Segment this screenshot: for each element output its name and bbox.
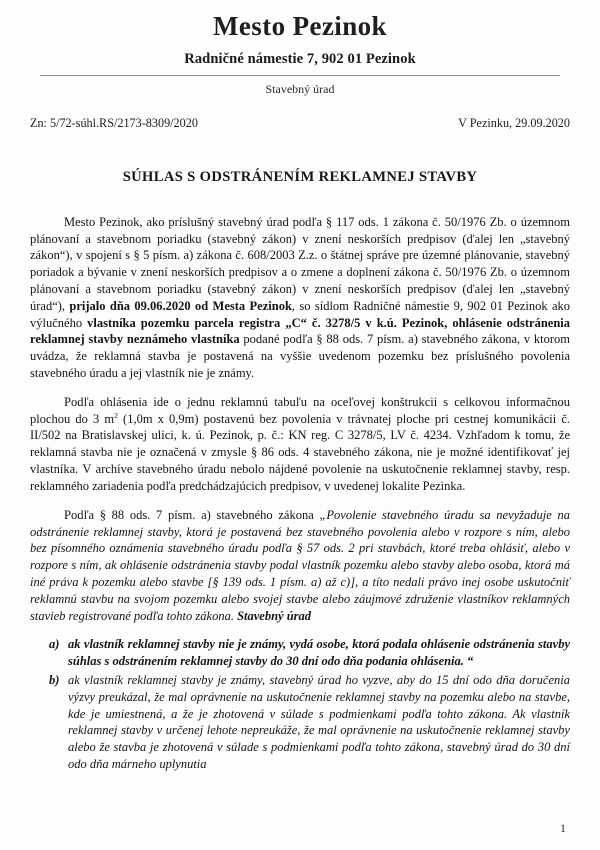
reference-line (30, 116, 570, 131)
paragraph-3-quote: „Povolenie stavebného úradu sa nevyžaduje na odstránenie reklamnej stavby, ktorá je postavená bez stavebného povolenia alebo v rozpore s ním, alebo bez písomného oznámenia stavebného úradu podľa § 57 ods. 2 pri stavbách, ktoré treba ohlásiť, alebo v rozpore s ním, ak ohlásenie odstránenia stavby podal vlastník pozemku alebo stavby alebo osoba, ktorá má iné práva k pozemku alebo stavbe [§ 139 ods. 1 písm. a) až c)], a títo nedali právo inej osobe uskutočniť reklamnú stavbu na svojom pozemku alebo svojej stavbe alebo záujmové združenie vlastníkov reklamných stavieb registrované podľa tohto zákona. (30, 507, 570, 623)
paragraph-3 (30, 507, 570, 625)
header-divider (40, 75, 560, 76)
organization-address: Radničné námestie 7, 902 01 Pezinok (184, 50, 416, 67)
department-name: Stavebný úrad (265, 81, 335, 96)
list-item-text: ak vlastník reklamnej stavby je známy, stavebný úrad ho vyzve, aby do 15 dní odo dňa doručenia výzvy preukázal, že mal oprávnenie na uskutočnenie reklamnej stavby na pozemku alebo na stavbe, kde je umiestnená, a že je zhotovená v súlade s podmienkami podľa tohto zákona. Ak vlastník reklamnej stavby v určenej lehote nepreukáže, že mal oprávnenie na uskutočnenie reklamnej stavby alebo že stavba je zhotovená v súlade s podmienkami podľa tohto zákona, stavebný úrad do 30 dní odo dňa márneho uplynutia (68, 673, 570, 772)
page-number: 1 (560, 821, 566, 835)
paragraph-1-part-3: podané podľa § 88 ods. 7 písm. a) stavebného zákona, v ktorom uvádza, že reklamná stavba je postavená na vyššie uvedenom pozemku bez príslušného povolenia stavebného úradu a jej vlastník nie je známy. (30, 332, 571, 380)
paragraph-3-lead: Podľa § 88 ods. 7 písm. a) stavebného zákona (64, 507, 320, 522)
list-item (30, 636, 570, 670)
document-body (30, 186, 570, 773)
letterhead (0, 0, 600, 97)
list-item-marker: a) (49, 637, 60, 652)
paragraph-1-bold-2: vlastníka pozemku parcela registra „C“ č. 3278/5 v k.ú. Pezinok, ohlásenie odstránenia reklamnej stavby neznámeho vlastníka (30, 315, 570, 347)
place-and-date: V Pezinku, 29.09.2020 (458, 115, 570, 130)
paragraph-1-part-1: Mesto Pezinok, ako príslušný stavebný úrad podľa § 117 ods. 1 zákona č. 50/1976 Zb. o územnom plánovaní a stavebnom poriadku (stavebný zákon) v znení neskorších predpisov (ďalej len „stavebný zákon“), v spojení s § 5 písm. a) zákona č. 608/2003 Z.z. o štátnej správe pre územné plánovanie, stavebný poriadok a bývanie v znení neskorších predpisov a o zmene a doplnení zákona č. 50/1976 Zb. o územnom plánovaní a stavebnom poriadku (stavebný zákon) v znení neskorších predpisov (ďalej len „stavebný úrad“), (30, 214, 570, 313)
paragraph-2-part-1: Podľa ohlásenia ide o jednu reklamnú tabuľu na oceľovej konštrukcii s celkovou informačnou plochou do 3 m (30, 394, 570, 426)
organization-name: Mesto Pezinok (213, 11, 387, 41)
paragraph-1-part-2: , so sídlom Radničné námestie 9, 902 01 Pezinok ako výlučného (30, 298, 570, 330)
lettered-list (30, 636, 570, 773)
list-item-text: ak vlastník reklamnej stavby nie je známy, vydá osobe, ktorá podala ohlásenie odstránenia stavby súhlas s odstránením reklamnej stavby do 30 dní odo dňa podania ohlásenia. “ (68, 637, 570, 669)
reference-number: Zn: 5/72-súhl.RS/2173-8309/2020 (30, 115, 198, 130)
paragraph-3-bold-tail: Stavebný úrad (237, 608, 312, 623)
list-item (30, 672, 570, 773)
paragraph-2-part-2: (1,0m x 0,9m) postavenú bez povolenia v trávnatej ploche pri cestnej komunikácii č. II/502 na Bratislavskej ulici, k. ú. Pezinok, p. č.: KN reg. C 3278/5, LV č. 4234. Vzhľadom k tomu, že reklamná stavba nie je označená v zmysle § 86 ods. 4 stavebného zákona, nie je možné identifikovať jej vlastníka. V archíve stavebného úradu nebolo nájdené povolenie na uskutočnenie reklamnej stavby, resp. reklamného zariadenia podľa predchádzajúcich predpisov, v uvedenej lokalite Pezinka. (30, 411, 571, 493)
list-item-marker: b) (49, 673, 60, 687)
page-title: SÚHLAS S ODSTRÁNENÍM REKLAMNEJ STAVBY (122, 168, 478, 185)
area-superscript: 2 (114, 410, 118, 420)
paragraph-1-bold-1: prijalo dňa 09.06.2020 od Mesta Pezinok (69, 298, 292, 313)
paragraph-2 (30, 394, 570, 495)
paragraph-1 (30, 214, 570, 382)
